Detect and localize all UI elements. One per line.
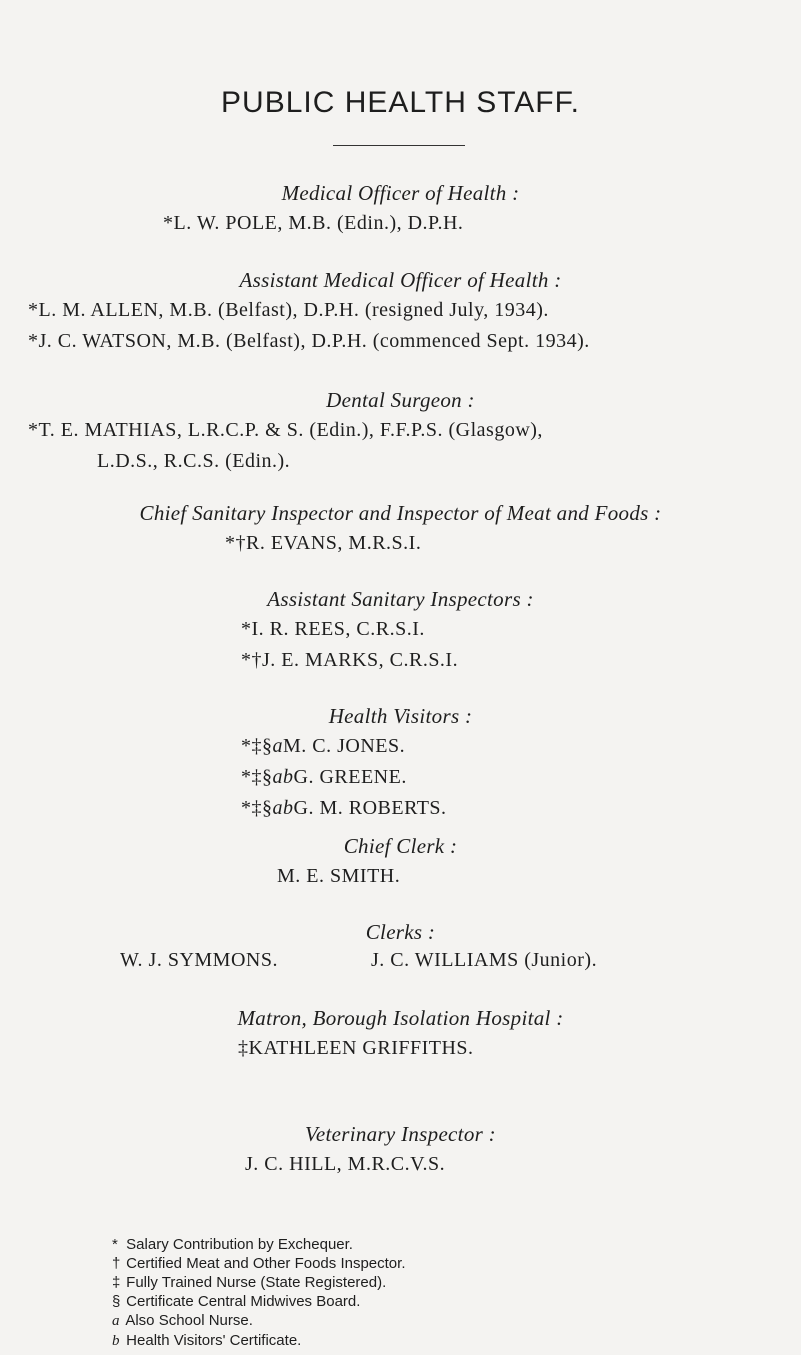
footnote-mark: ‡ — [112, 1274, 121, 1291]
section-matron — [0, 1003, 801, 1064]
qualification-marks: *‡§ — [241, 766, 273, 788]
section-heading: Dental Surgeon : — [326, 388, 475, 412]
footnote-mark: † — [112, 1255, 121, 1272]
page-title: PUBLIC HEALTH STAFF. — [221, 86, 580, 119]
footnote-text: Certified Meat and Other Foods Inspector. — [126, 1255, 406, 1272]
footnote-text: Certificate Central Midwives Board. — [126, 1293, 361, 1310]
staff-entry: W. J. SYMMONS. — [120, 949, 278, 971]
footnote — [112, 1254, 405, 1273]
section-heading: Health Visitors : — [328, 704, 473, 728]
qualification-letters: ab — [272, 766, 294, 788]
footnote-text: Also School Nurse. — [125, 1312, 253, 1329]
section-chief-clerk — [0, 831, 801, 892]
section-heading: Assistant Sanitary Inspectors : — [267, 587, 534, 611]
staff-entry — [0, 762, 801, 793]
section-chief-sanitary-inspector — [0, 498, 801, 559]
section-heading: Veterinary Inspector : — [305, 1122, 496, 1146]
staff-entry: *I. R. REES, C.R.S.I. — [241, 618, 425, 640]
footnote-text: Salary Contribution by Exchequer. — [126, 1236, 353, 1253]
section-heading: Clerks : — [365, 920, 436, 944]
section-clerks — [0, 917, 801, 981]
staff-entry-continued: L.D.S., R.C.S. (Edin.). — [97, 450, 291, 472]
section-heading: Medical Officer of Health : — [281, 181, 520, 205]
footnote — [112, 1292, 405, 1311]
staff-entry: J. C. WILLIAMS (Junior). — [371, 949, 598, 971]
footnote-mark: b — [112, 1333, 120, 1349]
footnotes — [112, 1235, 405, 1351]
staff-name: M. C. JONES. — [283, 735, 406, 757]
staff-entry: *L. M. ALLEN, M.B. (Belfast), D.P.H. (resigned July, 1934). — [28, 299, 549, 321]
staff-entry — [0, 793, 801, 824]
staff-entry: *†R. EVANS, M.R.S.I. — [225, 532, 422, 554]
footnote-text: Health Visitors' Certificate. — [126, 1332, 302, 1349]
qualification-letters: a — [272, 735, 283, 757]
footnote-mark: a — [112, 1313, 120, 1329]
title-rule — [333, 145, 465, 146]
staff-name: G. M. ROBERTS. — [293, 797, 447, 819]
section-health-visitors — [0, 701, 801, 824]
section-heading: Chief Clerk : — [343, 834, 458, 858]
footnote — [112, 1311, 405, 1331]
staff-name: G. GREENE. — [293, 766, 407, 788]
footnote — [112, 1273, 405, 1292]
section-veterinary-inspector — [0, 1119, 801, 1180]
section-heading: Chief Sanitary Inspector and Inspector of Meat and Foods : — [139, 501, 662, 525]
section-dental — [0, 385, 801, 477]
staff-entry: J. C. HILL, M.R.C.V.S. — [245, 1153, 446, 1175]
section-heading: Matron, Borough Isolation Hospital : — [237, 1006, 564, 1030]
staff-entry: *†J. E. MARKS, C.R.S.I. — [241, 649, 459, 671]
footnote-mark: * — [112, 1236, 118, 1253]
footnote-text: Fully Trained Nurse (State Registered). — [126, 1274, 387, 1291]
staff-entry: *T. E. MATHIAS, L.R.C.P. & S. (Edin.), F.F.P.S. (Glasgow), — [28, 419, 543, 441]
section-moh — [0, 178, 801, 239]
section-amoh — [0, 265, 801, 357]
staff-entry: ‡KATHLEEN GRIFFITHS. — [238, 1037, 474, 1059]
qualification-marks: *‡§ — [241, 735, 273, 757]
qualification-marks: *‡§ — [241, 797, 273, 819]
section-assistant-sanitary-inspectors — [0, 584, 801, 676]
staff-entry — [0, 731, 801, 762]
staff-entry: *J. C. WATSON, M.B. (Belfast), D.P.H. (commenced Sept. 1934). — [28, 330, 590, 352]
staff-entry: *L. W. POLE, M.B. (Edin.), D.P.H. — [163, 212, 464, 234]
staff-entry: M. E. SMITH. — [277, 865, 401, 887]
footnote — [112, 1331, 405, 1351]
footnote — [112, 1235, 405, 1254]
footnote-mark: § — [112, 1293, 121, 1310]
section-heading: Assistant Medical Officer of Health : — [239, 268, 562, 292]
qualification-letters: ab — [272, 797, 294, 819]
